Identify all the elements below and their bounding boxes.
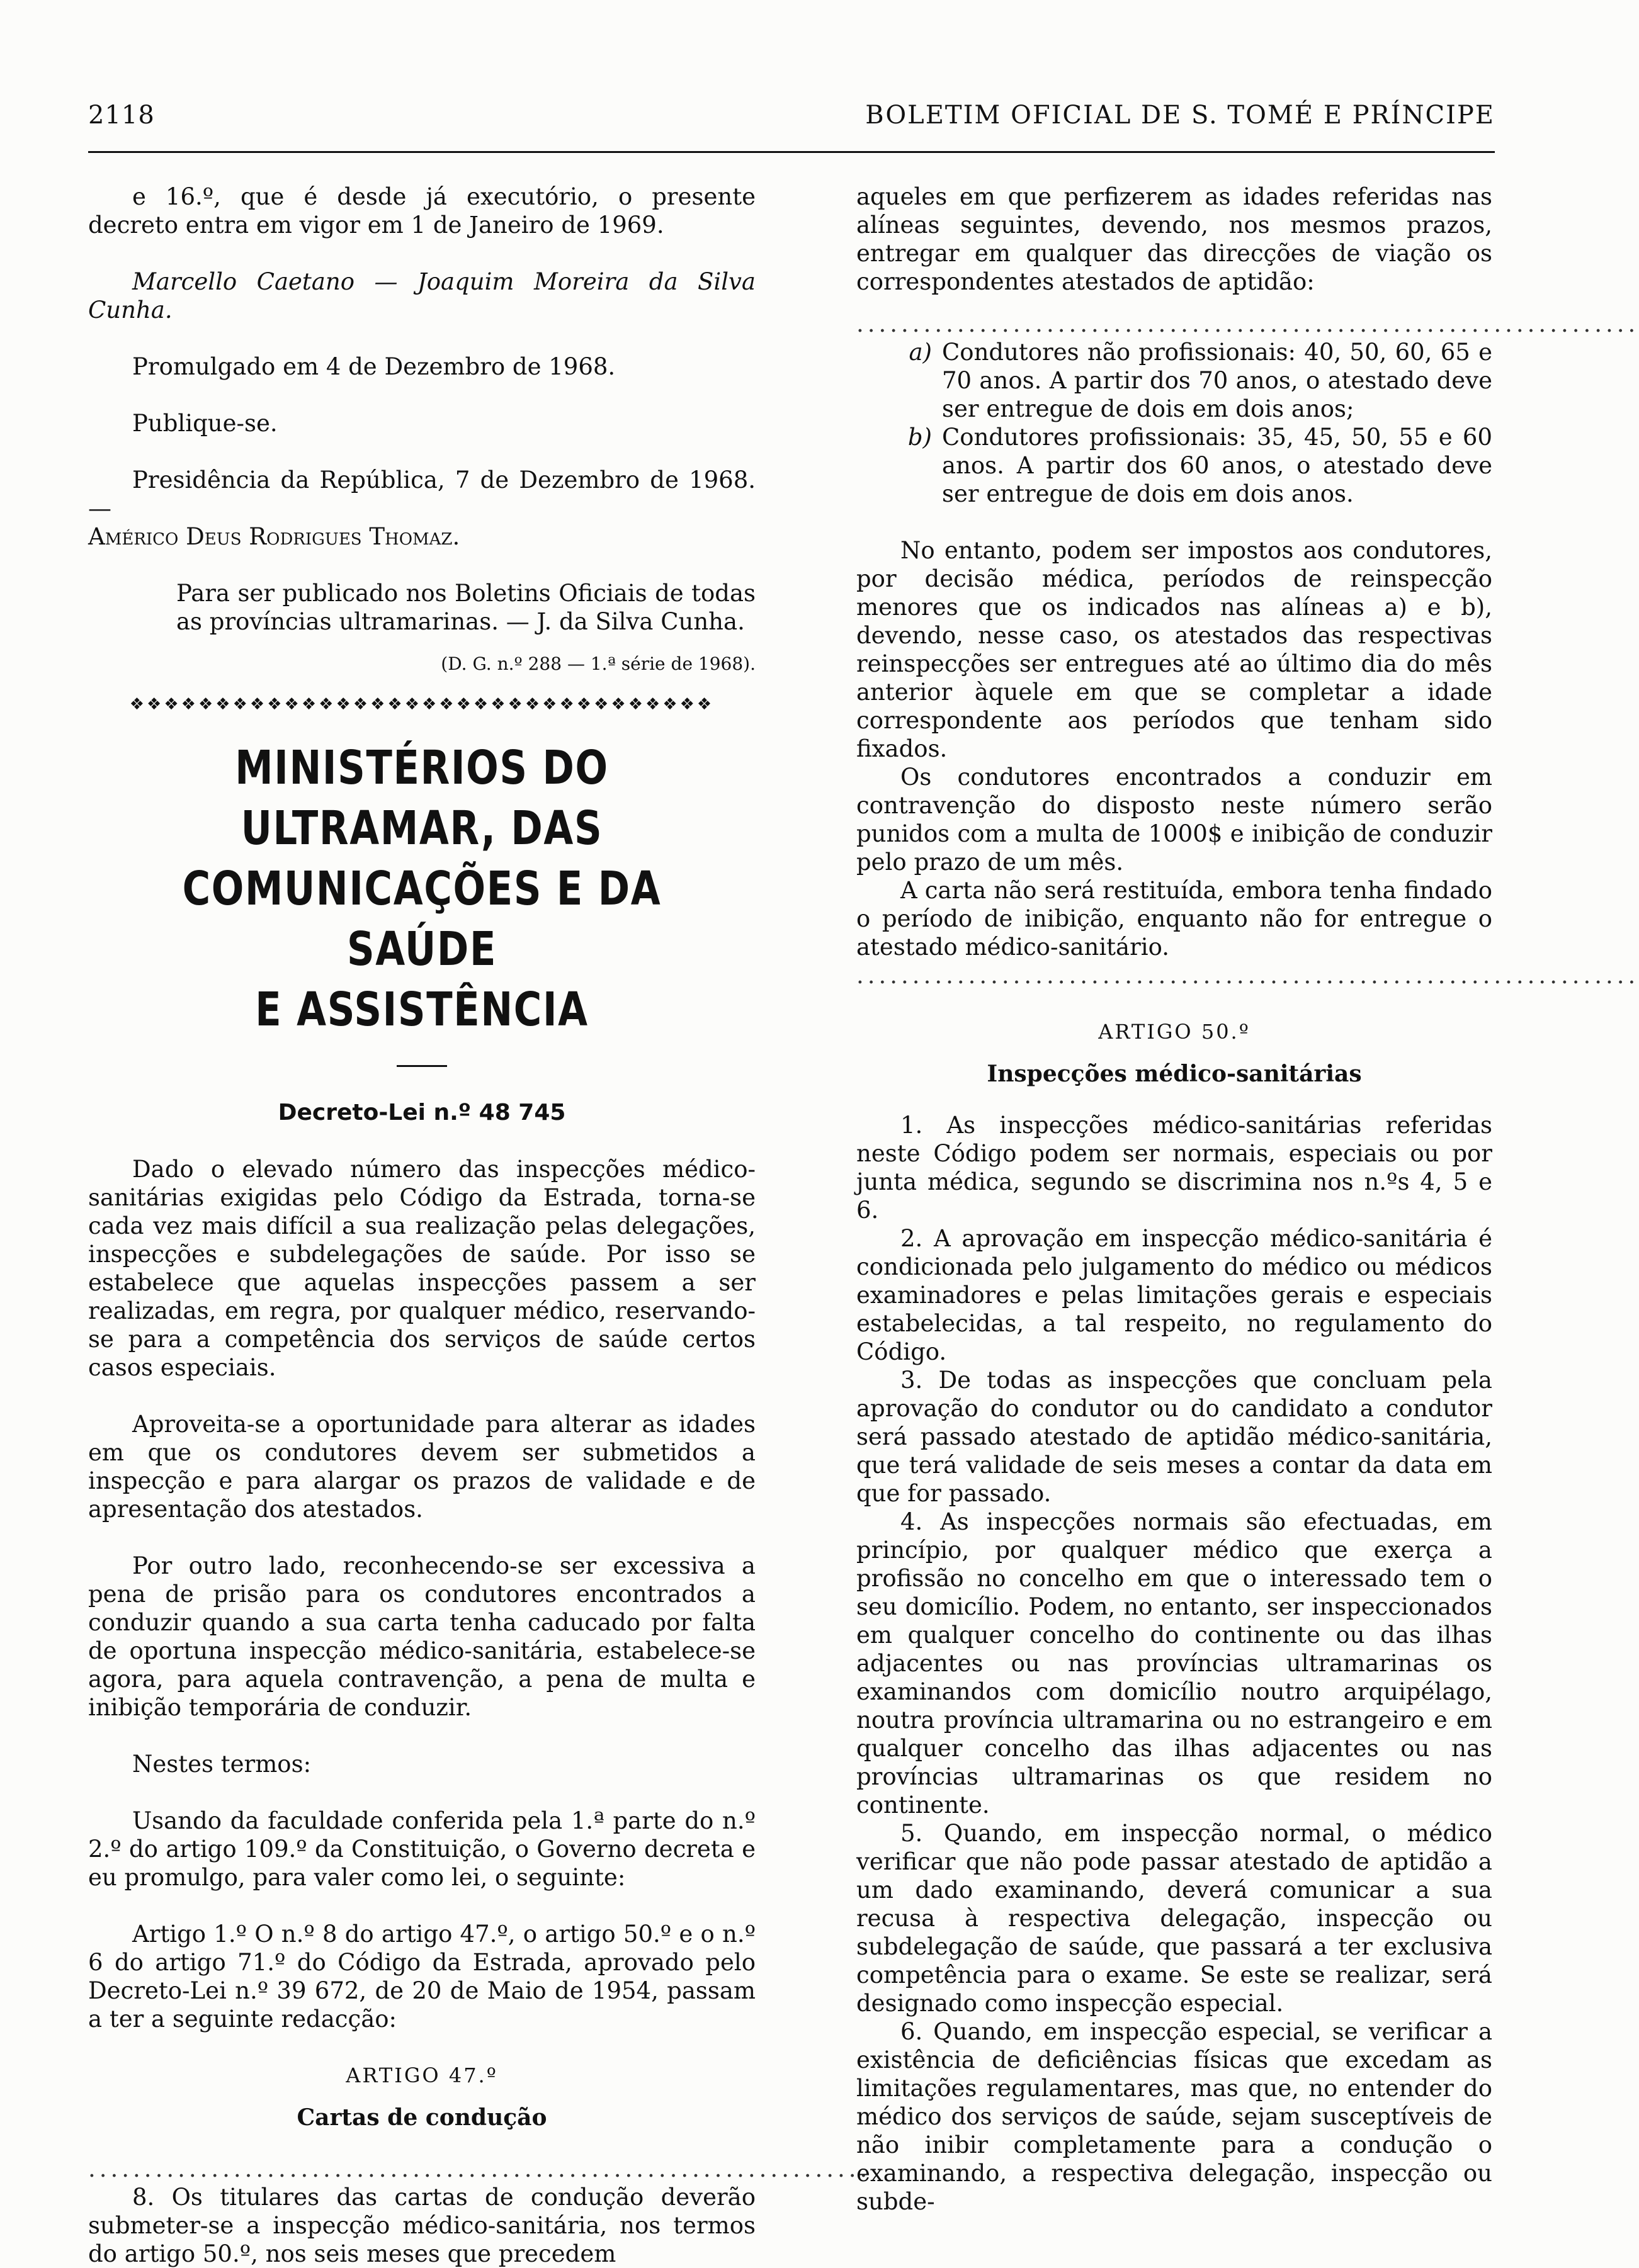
header-rule xyxy=(88,151,1495,153)
ornamental-divider: ❖❖❖❖❖❖❖❖❖❖❖❖❖❖❖❖❖❖❖❖❖❖❖❖❖❖❖❖❖❖❖❖❖❖ xyxy=(129,695,715,714)
publication-note: Para ser publicado nos Boletins Oficiais de todas as províncias ultramarinas. — J. da Silva Cunha. xyxy=(176,580,756,635)
page-number: 2118 xyxy=(88,101,155,130)
penalty-paragraph: Os condutores encontrados a conduzir em contravenção do disposto neste número serão punidos com a multa de 1000$ e inibição de conduzir pelo prazo de um mês. xyxy=(856,764,1492,876)
preamble-paragraph-1: Dado o elevado número das inspecções médico-sanitárias exigidas pelo Código da Estrada, torna-se cada vez mais difícil a sua realização pelas delegações, inspecções e subdelegações de saúde. Por isso se estabelece que aquelas inspecções passem a ser realizadas, em regra, por qualquer médico, reservando-se para a competência dos serviços de saúde certos casos especiais. xyxy=(88,1156,756,1381)
list-text-a: Condutores não profissionais: 40, 50, 60, 65 e 70 anos. A partir dos 70 anos, o atestado deve ser entregue de dois em dois anos; xyxy=(942,339,1492,422)
article-50-item-4: 4. As inspecções normais são efectuadas, em princípio, por qualquer médico que exerça a profissão no concelho em que o interessado tem o seu domicílio. Podem, no entanto, ser inspeccionados em qualquer concelho do continente ou das ilhas adjacentes ou nas províncias ultramarinas os examinandos com domicílio noutro arquipélago, noutra província ultramarina ou no estrangeiro e em qualquer concelho das ilhas adjacentes ou nas províncias ultramarinas os que residem no continente. xyxy=(856,1508,1492,1819)
list-label-a: a) xyxy=(909,339,932,366)
elision-dots-right-2: ...................................................................... xyxy=(856,962,1639,989)
article-47-title: Cartas de condução xyxy=(297,2104,547,2131)
continuation-paragraph: aqueles em que perfizerem as idades referidas nas alíneas seguintes, devendo, nos mesmos prazos, entregar em qualquer das direcções de viação os correspondentes atestados de aptidão: xyxy=(856,183,1492,295)
list-text-b: Condutores profissionais: 35, 45, 50, 55 e 60 anos. A partir dos 60 anos, o atestado deve ser entregue de dois em dois anos. xyxy=(942,424,1492,507)
ministry-title-line-2: COMUNICAÇÕES E DA SAÚDE xyxy=(182,862,662,976)
presidency-line: Presidência da República, 7 de Dezembro de 1968. — xyxy=(88,466,756,522)
elision-dots: ...................................................................... xyxy=(88,2155,871,2182)
preamble-paragraph-3: Por outro lado, reconhecendo-se ser excessiva a pena de prisão para os condutores encontrados a conduzir quando a sua carta tenha caducado por falta de oportuna inspecção médico-sanitária, estabelece-se agora, para aquela contravenção, a pena de multa e inibição temporária de conduzir. xyxy=(88,1552,756,1721)
elision-dots-right: ...................................................................... xyxy=(856,310,1639,337)
closing-paragraph: e 16.º, que é desde já executório, o presente decreto entra em vigor em 1 de Janeiro de 1969. xyxy=(88,183,756,239)
publication-order: Publique-se. xyxy=(132,410,278,437)
article-1: Artigo 1.º O n.º 8 do artigo 47.º, o artigo 50.º e o n.º 6 do artigo 71.º do Código da Estrada, aprovado pelo Decreto-Lei n.º 39 672, de 20 de Maio de 1954, passam a ter a seguinte redacção: xyxy=(88,1921,756,2033)
article-47-heading: ARTIGO 47.º xyxy=(346,2063,498,2087)
right-column xyxy=(856,183,1639,2216)
left-column xyxy=(88,183,871,2268)
ministry-title-line-3: E ASSISTÊNCIA xyxy=(255,983,589,1037)
promulgation-date: Promulgado em 4 de Dezembro de 1968. xyxy=(132,353,616,380)
signatories: Marcello Caetano — Joaquim Moreira da Silva Cunha. xyxy=(88,268,756,324)
article-50-item-2: 2. A aprovação em inspecção médico-sanitária é condicionada pelo julgamento do médico ou médicos examinadores e pelas limitações gerais e especiais estabelecidas, a tal respeito, no regulamento do Código. xyxy=(856,1225,1492,1365)
source-reference: (D. G. n.º 288 — 1.ª série de 1968). xyxy=(441,653,756,674)
section-rule xyxy=(397,1065,447,1067)
reinspection-paragraph: No entanto, podem ser impostos aos condutores, por decisão médica, períodos de reinspecção menores que os indicados nas alíneas a) e b), devendo, nesse caso, os atestados das respectivas reinspecções ser entregues até ao último dia do mês anterior àquele em que se completar a idade correspondente aos períodos que tenham sido fixados. xyxy=(856,537,1492,762)
licence-return-paragraph: A carta não será restituída, embora tenha findado o período de inibição, enquanto não for entregue o atestado médico-sanitário. xyxy=(856,877,1492,961)
list-item-a xyxy=(856,338,1492,423)
article-50-heading: ARTIGO 50.º xyxy=(1098,1020,1251,1044)
running-title: BOLETIM OFICIAL DE S. TOMÉ E PRÍNCIPE xyxy=(865,101,1495,130)
article-50-item-5: 5. Quando, em inspecção normal, o médico verificar que não pode passar atestado de aptidão a um dado examinando, deverá comunicar a sua recusa à respectiva delegação, inspecção ou subdelegação de saúde, que passará a ter exclusiva competência para o exame. Se este se realizar, será designado como inspecção especial. xyxy=(856,1820,1492,2017)
ministry-title xyxy=(148,738,695,1040)
president-name: Américo Deus Rodrigues Thomaz. xyxy=(88,523,460,550)
enacting-clause: Usando da faculdade conferida pela 1.ª parte do n.º 2.º do artigo 109.º da Constituição, o Governo decreta e eu promulgo, para valer como lei, o seguinte: xyxy=(88,1807,756,1891)
preamble-paragraph-4: Nestes termos: xyxy=(132,1751,312,1778)
list-item-b xyxy=(856,423,1492,508)
article-50-item-6: 6. Quando, em inspecção especial, se verificar a existência de deficiências físicas que excedam as limitações regulamentares, mas que, no entender do médico dos serviços de saúde, sejam susceptíveis de não inibir completamente para a condução o examinando, a respectiva delegação, inspecção ou subde- xyxy=(856,2018,1492,2215)
article-50-item-3: 3. De todas as inspecções que concluam pela aprovação do condutor ou do candidato a condutor será passado atestado de aptidão médico-sanitária, que terá validade de seis meses a contar da data em que for passado. xyxy=(856,1367,1492,1507)
article-50-title: Inspecções médico-sanitárias xyxy=(987,1061,1362,1087)
article-50-item-1: 1. As inspecções médico-sanitárias referidas neste Código podem ser normais, especiais ou por junta médica, segundo se discrimina nos n.ºs 4, 5 e 6. xyxy=(856,1112,1492,1224)
ministry-title-line-1: MINISTÉRIOS DO ULTRAMAR, DAS xyxy=(235,741,609,855)
decree-title: Decreto-Lei n.º 48 745 xyxy=(278,1100,566,1126)
preamble-paragraph-2: Aproveita-se a oportunidade para alterar as idades em que os condutores devem ser submetidos a inspecção e para alargar os prazos de validade e de apresentação dos atestados. xyxy=(88,1411,756,1523)
article-47-item-8: 8. Os titulares das cartas de condução deverão submeter-se a inspecção médico-sanitária, nos termos do artigo 50.º, nos seis meses que precedem xyxy=(88,2184,756,2267)
list-label-b: b) xyxy=(907,424,932,451)
